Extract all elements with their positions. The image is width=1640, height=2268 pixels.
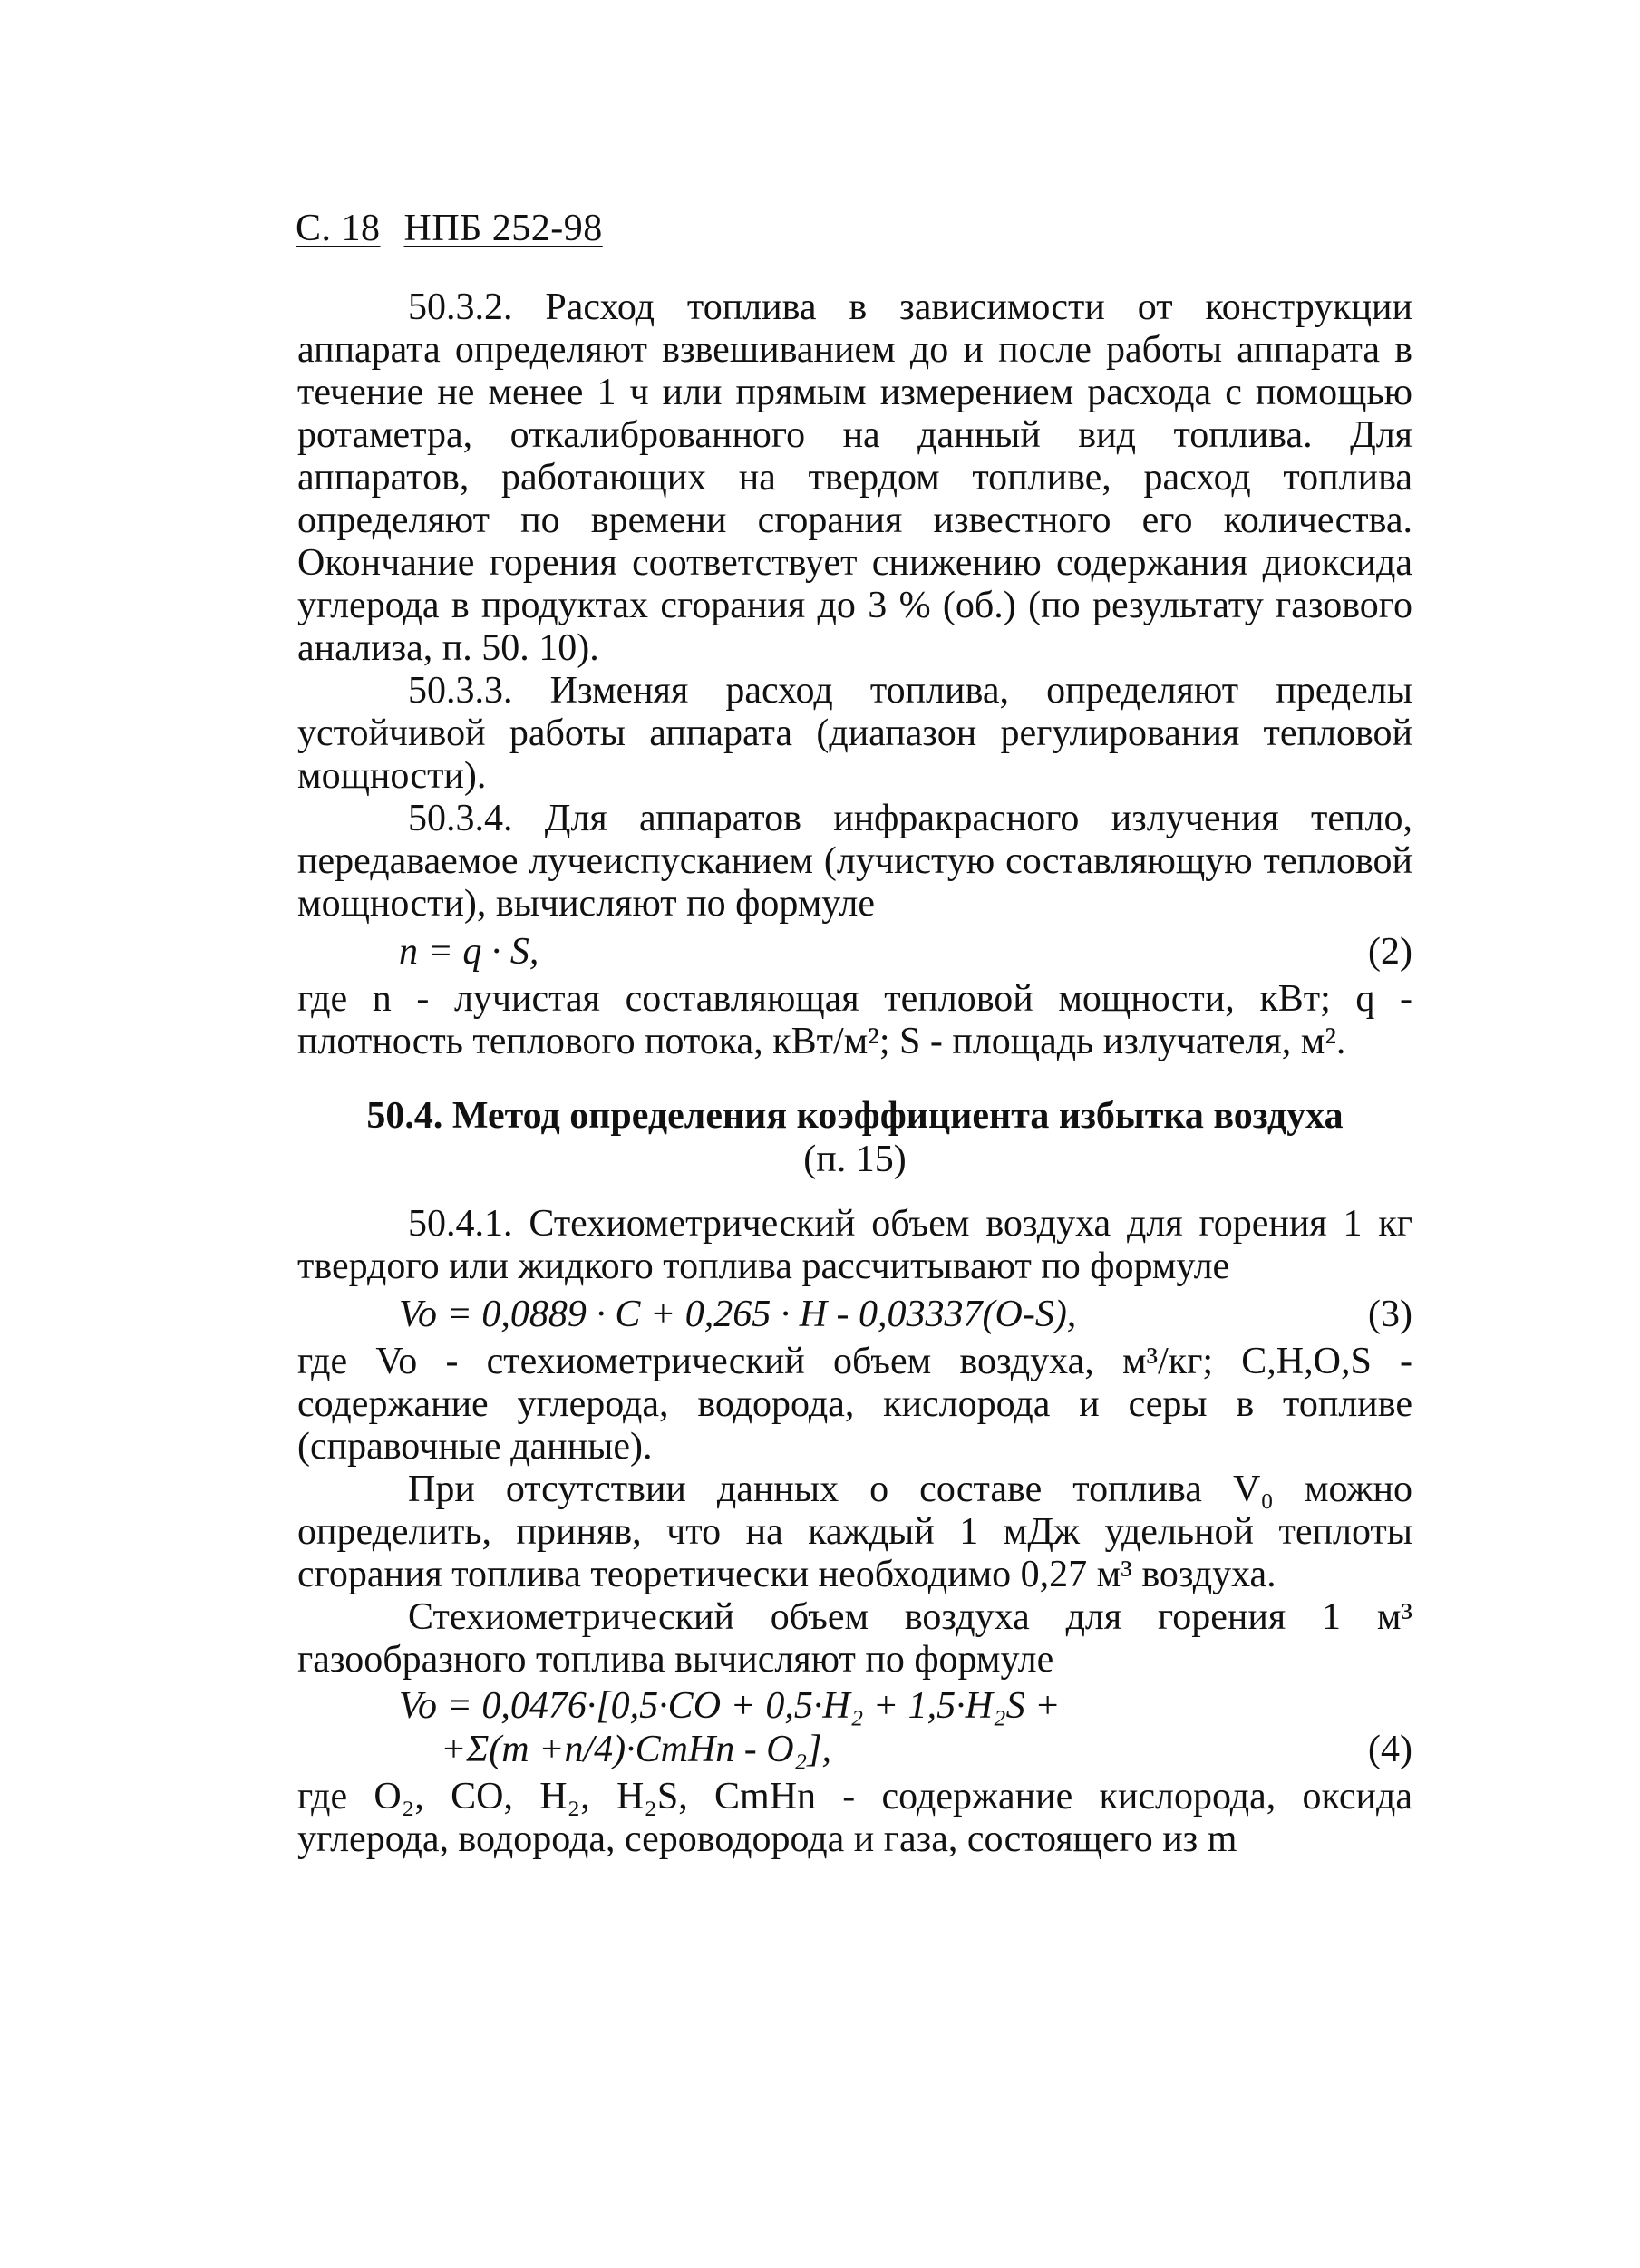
paragraph-50-3-3: 50.3.3. Изменяя расход топлива, определяют пределы устойчивой работы аппарата (диапазон регулирования тепловой мощности). <box>297 670 1412 797</box>
paragraph-gaseous-fuel: Стехиометрический объем воздуха для горения 1 м³ газообразного топлива вычисляют по формуле <box>297 1596 1412 1681</box>
formula-4-number: (4) <box>1368 1729 1412 1770</box>
formula-4-line-1: Vo = 0,0476·[0,5·CO + 0,5·H₂ + 1,5·H₂S + <box>399 1685 1061 1727</box>
formula-4-line-2: +Σ(m +n/4)·CmHn - O₂], <box>441 1729 832 1770</box>
formula-2 <box>297 926 1412 978</box>
formula-3-explanation: где Vo - стехиометрический объем воздуха, м³/кг; C,H,O,S - содержание углерода, водорода, кислорода и серы в топливе (справочные данные). <box>297 1341 1412 1468</box>
formula-3 <box>297 1288 1412 1341</box>
formula-4-explanation: где O₂, CO, H₂, H₂S, CmHn - содержание кислорода, оксида углерода, водорода, сероводорода и газа, состоящего из m <box>297 1776 1412 1860</box>
section-heading: 50.4. Метод определения коэффициента избытка воздуха <box>366 1095 1344 1137</box>
document-code: НПБ 252-98 <box>403 208 603 249</box>
formula-3-number: (3) <box>1368 1294 1412 1335</box>
page-header <box>296 205 626 252</box>
formula-3-expression: Vo = 0,0889 · C + 0,265 · H - 0,03337(O-S), <box>399 1294 1077 1335</box>
paragraph-50-4-1: 50.4.1. Стехиометрический объем воздуха для горения 1 кг твердого или жидкого топлива рассчитывают по формуле <box>297 1203 1412 1287</box>
body-text <box>297 286 1412 1861</box>
formula-4 <box>297 1682 1412 1776</box>
section-reference: (п. 15) <box>803 1139 907 1180</box>
paragraph-50-3-2: 50.3.2. Расход топлива в зависимости от конструкции аппарата определяют взвешиванием до и после работы аппарата в течение не менее 1 ч или прямым измерением расхода с помощью ротаметра, откалиброванного на данный вид топлива. Для аппаратов, работающих на твердом топливе, расход топлива определяют по времени сгорания известного его количества. Окончание горения соответствует снижению содержания диоксида углерода в продуктах сгорания до 3 % (об.) (по результату газового анализа, п. 50. 10). <box>297 286 1412 669</box>
page-number: С. 18 <box>296 208 381 249</box>
paragraph-50-3-4: 50.3.4. Для аппаратов инфракрасного излучения тепло, передаваемое лучеиспусканием (лучистую составляющую тепловой мощности), вычисляют по формуле <box>297 798 1412 925</box>
formula-2-number: (2) <box>1368 931 1412 973</box>
formula-2-expression: n = q · S, <box>399 931 539 973</box>
formula-2-explanation: где n - лучистая составляющая тепловой мощности, кВт; q - плотность теплового потока, кВт/м²; S - площадь излучателя, м². <box>297 978 1412 1062</box>
paragraph-no-fuel-data: При отсутствии данных о составе топлива V₀ можно определить, приняв, что на каждый 1 мДж удельной теплоты сгорания топлива теоретически необходимо 0,27 м³ воздуха. <box>297 1468 1412 1595</box>
